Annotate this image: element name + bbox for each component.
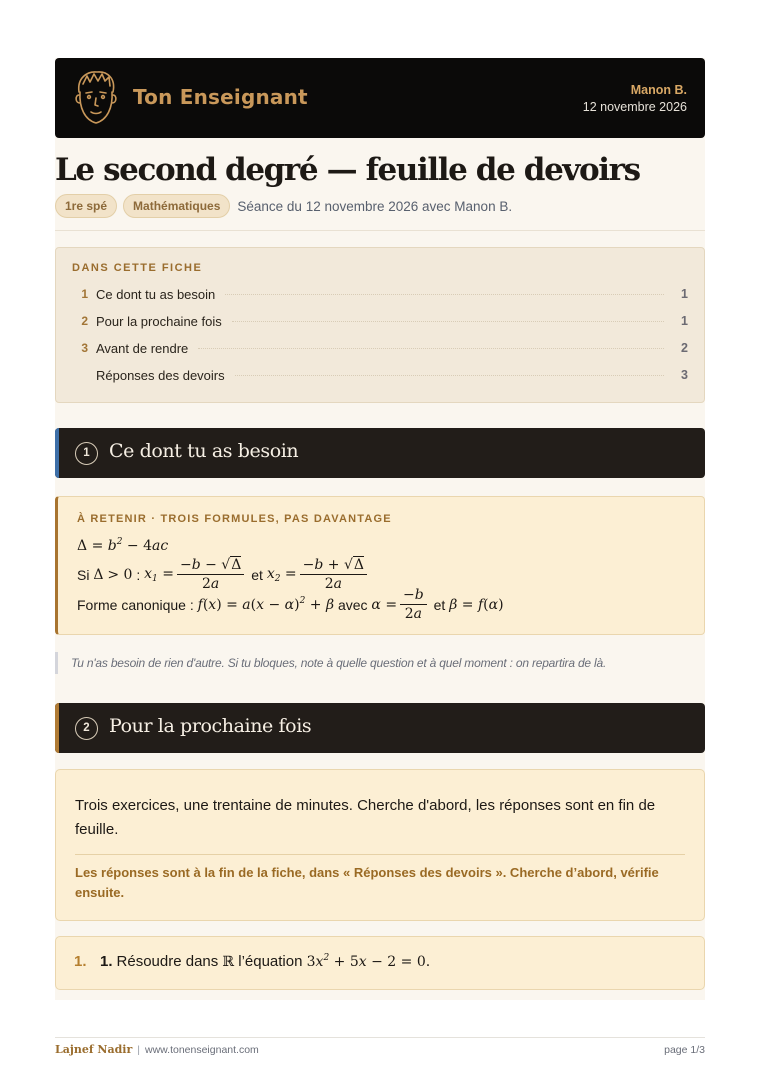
toc-item-besoin[interactable] [56, 284, 704, 304]
toc-item-label: Avant de rendre [96, 340, 189, 356]
canonical-form-formula: Forme canonique : $f(x) = a(x - \alpha)^2 + \beta$ avec α = $\frac{-b}{2a}$ et β = f(α) [77, 587, 504, 622]
footer-site-link[interactable]: www.tonenseignant.com [144, 1043, 259, 1056]
footer-divider [55, 1037, 705, 1038]
toc-item-rendre[interactable] [56, 338, 704, 358]
exercise-card [55, 936, 705, 990]
toc-item-page: 2 [681, 341, 688, 355]
section-title: Ce dont tu as besoin [109, 440, 299, 462]
roots-formula: Si Δ > 0 : $x_1$ = $\frac{-b - √\Delta}{2a}$ et $x_2$ = $\frac{-b + √\Delta}{2a}$ [77, 557, 370, 592]
toc-leader [232, 321, 664, 322]
toc-item-reponses[interactable] [56, 365, 704, 385]
teacher-face-line-icon [71, 68, 121, 128]
page-footer [55, 1043, 259, 1056]
table-of-contents [55, 247, 705, 403]
answers-hint: Les réponses sont à la fin de la fiche, dans « Réponses des devoirs ». Cherche d’abord, vérifie ensuite. [75, 865, 659, 900]
toc-item-number: 3 [81, 341, 88, 355]
page-header [55, 58, 705, 138]
toc-item-page: 3 [681, 368, 688, 382]
brand-name: Ton Enseignant [133, 85, 308, 109]
toc-heading: DANS CETTE FICHE [72, 262, 203, 274]
section-number: 1 [75, 442, 98, 465]
real-numbers-symbol: ℝ [222, 953, 235, 970]
homework-intro-box [55, 769, 705, 921]
page-number: page 1/3 [664, 1044, 705, 1056]
document-page [55, 58, 705, 1000]
exercise-text-2: l’équation [238, 953, 303, 970]
section-title: Pour la prochaine fois [109, 715, 312, 737]
key-formulas-box [55, 496, 705, 635]
discriminant-formula: $\Delta = b^2 - 4ac$ [77, 537, 169, 554]
toc-item-number: 2 [81, 314, 88, 328]
header-date: 12 novembre 2026 [582, 100, 687, 114]
toc-leader [225, 294, 664, 295]
toc-item-label: Pour la prochaine fois [96, 313, 222, 329]
toc-item-label: Réponses des devoirs [96, 367, 225, 383]
toc-leader [198, 348, 664, 349]
help-note: Tu n'as besoin de rien d'autre. Si tu bloques, note à quelle question et à quel moment : on repartira de là. [55, 652, 705, 674]
equation: $3x^2 + 5x - 2 = 0$. [306, 953, 431, 970]
session-text: Séance du 12 novembre 2026 avec Manon B. [237, 198, 513, 214]
exercise-label: 1. [100, 953, 113, 970]
toc-item-number: 1 [81, 287, 88, 301]
level-chip: 1re spé [55, 194, 117, 218]
toc-item-prochaine[interactable] [56, 311, 704, 331]
header-meta [583, 82, 687, 116]
key-formulas-heading: À RETENIR · TROIS FORMULES, PAS DAVANTAGE [77, 513, 392, 525]
footer-author: Lajnef Nadir [55, 1043, 133, 1056]
toc-leader [235, 375, 664, 376]
subject-chip: Mathématiques [123, 194, 230, 218]
exercise-text: Résoudre dans [116, 953, 219, 970]
divider [75, 854, 685, 855]
toc-item-label: Ce dont tu as besoin [96, 286, 216, 302]
section-accent-bar [55, 428, 59, 478]
footer-separator: | [137, 1043, 140, 1056]
homework-intro-text: Trois exercices, une trentaine de minutes. Cherche d'abord, les réponses sont en fin de feuille. [75, 797, 656, 838]
exercise-number: 1. [74, 953, 87, 970]
header-author: Manon B. [630, 83, 687, 97]
session-meta [55, 194, 512, 218]
section-accent-bar [55, 703, 59, 753]
section-header-besoin [55, 428, 705, 478]
toc-item-page: 1 [681, 314, 688, 328]
divider [55, 230, 705, 231]
section-header-prochaine [55, 703, 705, 753]
section-number: 2 [75, 717, 98, 740]
toc-item-page: 1 [681, 287, 688, 301]
page-title: Le second degré — feuille de devoirs [55, 152, 640, 188]
exercise-statement [74, 953, 430, 970]
